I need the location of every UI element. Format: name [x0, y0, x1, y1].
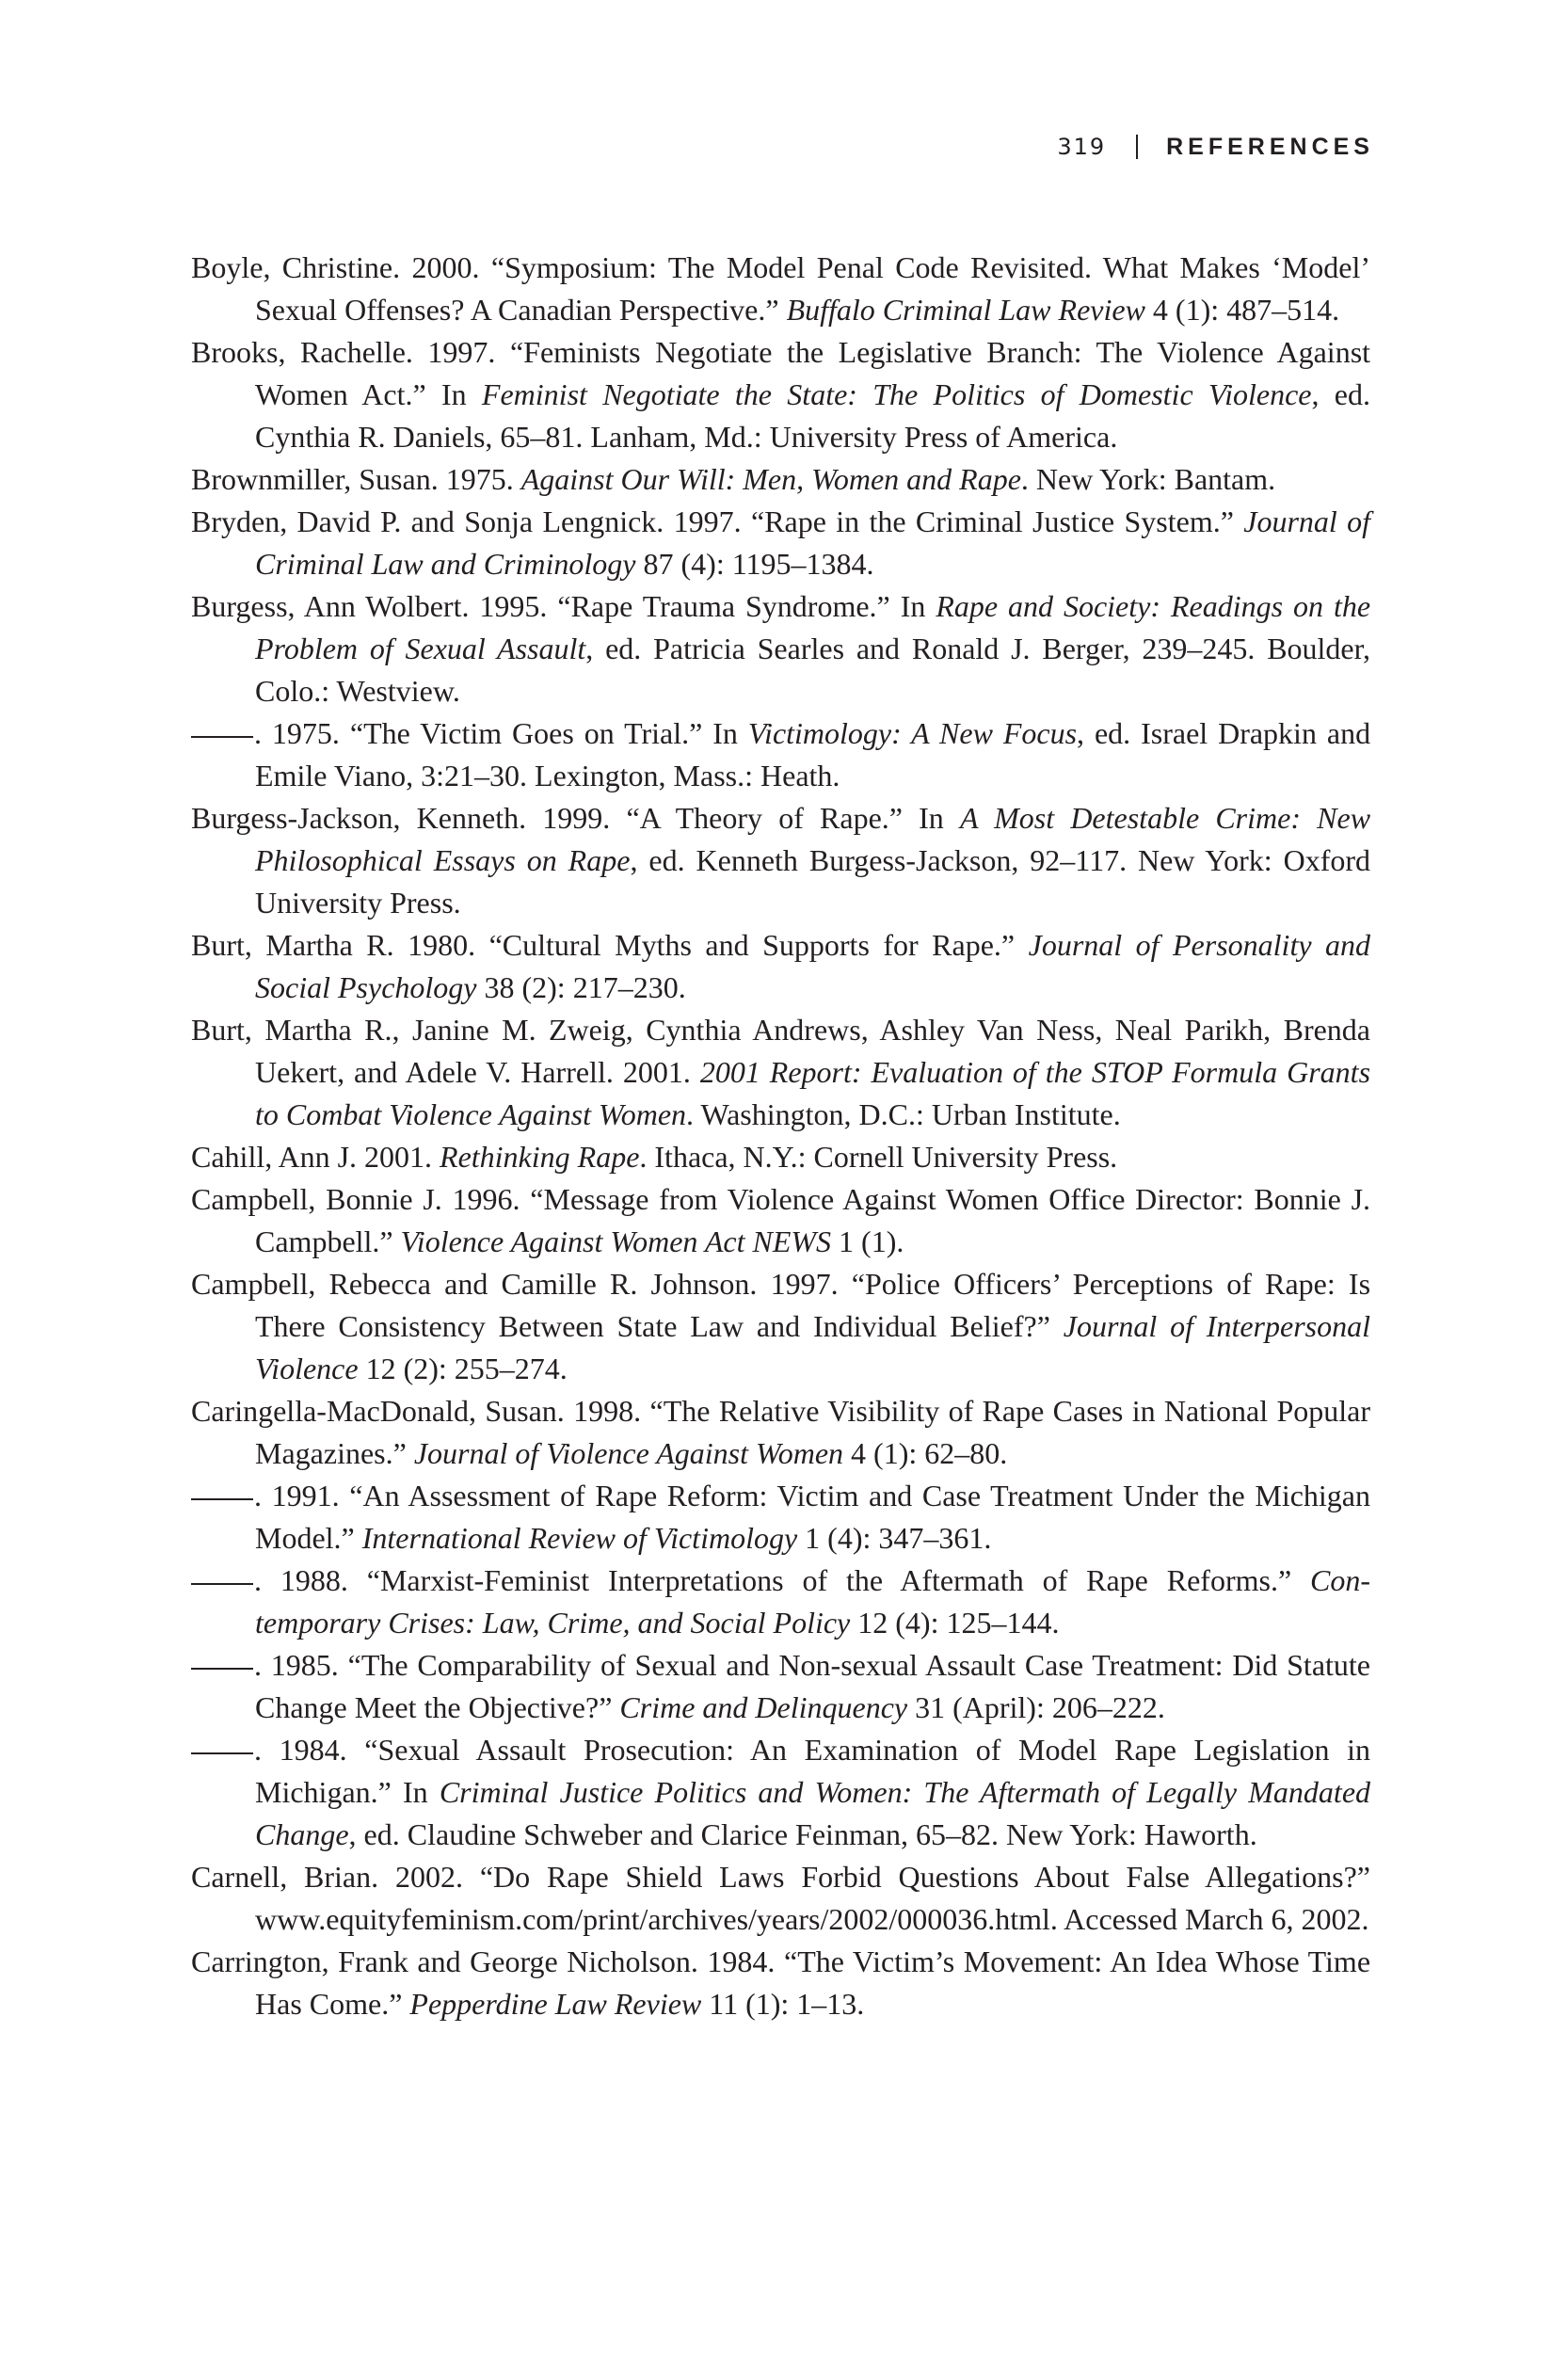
- reference-entry: [191, 458, 1370, 501]
- reference-entry: [191, 585, 1370, 712]
- reference-year: 1975.: [445, 462, 514, 496]
- reference-year: 1997.: [770, 1267, 839, 1301]
- reference-year: . 1985.: [254, 1648, 339, 1682]
- reference-article-title: “The Victim Goes on Trial.” In: [349, 716, 738, 750]
- reference-article-title: “Police Officers’ Perceptions of Rape: Is There Consistency Between State Law and Individual Belief?”: [255, 1267, 1371, 1343]
- reference-author: Brownmiller, Susan.: [191, 462, 439, 496]
- reference-entry: [191, 924, 1370, 1009]
- same-author-dash: [191, 1752, 253, 1754]
- reference-article-title: “Symposium: The Model Penal Code Revisited. What Makes ‘Model’ Sexual Offenses? A Canadian Perspective.”: [255, 250, 1371, 327]
- reference-entry: [191, 1263, 1370, 1390]
- reference-details: 31 (April): 206–222.: [915, 1690, 1165, 1724]
- reference-article-title: “Marxist-Feminist Interpretations of the Aftermath of Rape Reforms.”: [366, 1563, 1292, 1597]
- reference-details: , ed. Israel Drapkin and Emile Viano, 3:21–30. Lexington, Mass.: Heath.: [255, 716, 1371, 792]
- reference-year: . 1984.: [254, 1733, 347, 1767]
- reference-article-title: “Rape in the Criminal Justice System.”: [750, 504, 1234, 538]
- reference-author: Campbell, Bonnie J.: [191, 1182, 442, 1216]
- reference-article-title: “The Comparability of Sexual and Non-sexual Assault Case Treatment: Did Statute Change Meet the Objective?”: [255, 1648, 1371, 1724]
- reference-details: . Ithaca, N.Y.: Cornell University Press.: [639, 1140, 1118, 1174]
- reference-year: 1997.: [673, 504, 742, 538]
- reference-publication-title: Feminist Negotiate the State: The Politics of Domestic Violence: [481, 377, 1312, 411]
- reference-publication-title: Victimology: A New Focus: [747, 716, 1078, 750]
- reference-article-title: “Do Rape Shield Laws Forbid Questions About False Allegations?” www.equityfeminism.com/print/archives/years/2002/000036.html. Accessed March 6, 2002.: [255, 1860, 1371, 1936]
- reference-details: , ed. Kenneth Burgess-Jackson, 92–117. New York: Oxford University Press.: [255, 843, 1371, 920]
- reference-entry: [191, 1856, 1370, 1941]
- reference-details: . New York: Bantam.: [1020, 462, 1276, 496]
- reference-publication-title: Rape and Society: Readings on the Problem of Sexual Assault: [255, 589, 1371, 665]
- reference-list: [191, 247, 1370, 2025]
- reference-article-title: “Cultural Myths and Supports for Rape.”: [488, 928, 1016, 962]
- reference-author: Carnell, Brian.: [191, 1860, 379, 1894]
- reference-publication-title: Against Our Will: Men, Women and Rape: [520, 462, 1021, 496]
- reference-year: 2001.: [622, 1055, 691, 1089]
- reference-year: 2001.: [364, 1140, 433, 1174]
- section-title: REFERENCES: [1166, 134, 1374, 160]
- reference-article-title: “An Assessment of Rape Reform: Victim and Case Treatment Under the Michigan Model.”: [255, 1479, 1371, 1555]
- reference-publication-title: Buffalo Criminal Law Review: [786, 293, 1145, 327]
- reference-publication-title: Journal of Personality and Social Psychology: [255, 928, 1371, 1004]
- reference-year: 1984.: [707, 1944, 776, 1978]
- reference-year: . 1991.: [254, 1479, 340, 1512]
- reference-year: . 1988.: [254, 1563, 348, 1597]
- reference-details: , ed. Patricia Searles and Ronald J. Berger, 239–245. Boulder, Colo.: Westview.: [255, 632, 1370, 708]
- reference-publication-title: International Review of Victimology: [361, 1521, 798, 1555]
- same-author-dash: [191, 1498, 253, 1500]
- reference-details: . Washington, D.C.: Urban Institute.: [686, 1097, 1121, 1131]
- reference-article-title: “Message from Violence Against Women Office Director: Bonnie J. Campbell.”: [255, 1182, 1371, 1258]
- reference-details: , ed. Claudine Schweber and Clarice Feinman, 65–82. New York: Haworth.: [348, 1817, 1257, 1851]
- reference-year: 1996.: [452, 1182, 520, 1216]
- reference-year: 2000.: [411, 250, 480, 284]
- reference-entry: [191, 1560, 1370, 1644]
- reference-publication-title: Criminal Justice Politics and Women: The Aftermath of Legally Mandated Change: [255, 1775, 1371, 1851]
- reference-details: 12 (2): 255–274.: [365, 1352, 568, 1385]
- running-head: [1057, 132, 1374, 162]
- reference-year: 1999.: [542, 801, 611, 835]
- reference-publication-title: Pepperdine Law Review: [409, 1987, 702, 2021]
- reference-entry: [191, 1644, 1370, 1729]
- reference-publication-title: Crime and Delinquency: [619, 1690, 908, 1724]
- reference-details: , ed. Cynthia R. Daniels, 65–81. Lanham, Md.: University Press of America.: [255, 377, 1371, 454]
- reference-author: Bryden, David P. and Sonja Lengnick.: [191, 504, 664, 538]
- same-author-dash: [191, 736, 253, 738]
- reference-publication-title: Journal of Interpersonal Violence: [255, 1309, 1371, 1385]
- reference-details: 12 (4): 125–144.: [857, 1606, 1060, 1640]
- reference-publication-title: Rethinking Rape: [440, 1140, 640, 1174]
- reference-entry: [191, 1941, 1370, 2025]
- reference-year: . 1975.: [254, 716, 340, 750]
- reference-article-title: “Rape Trauma Syndrome.” In: [557, 589, 926, 623]
- reference-author: Burt, Martha R., Janine M. Zweig, Cynthia Andrews, Ashley Van Ness, Neal Parikh, Brenda Uekert, and Adele V. Harrell.: [191, 1013, 1370, 1089]
- reference-entry: [191, 501, 1370, 585]
- reference-year: 1998.: [573, 1394, 642, 1428]
- reference-entry: [191, 1009, 1370, 1136]
- reference-publication-title: Contemporary Crises: Law, Crime, and Social Policy: [255, 1563, 1371, 1640]
- reference-author: Burt, Martha R.: [191, 928, 394, 962]
- reference-entry: [191, 712, 1370, 797]
- reference-publication-title: 2001 Report: Evaluation of the STOP Formula Grants to Combat Violence Against Women: [255, 1055, 1371, 1131]
- reference-entry: [191, 1729, 1370, 1856]
- reference-article-title: “The Victim’s Movement: An Idea Whose Time Has Come.”: [255, 1944, 1371, 2021]
- reference-author: Burgess, Ann Wolbert.: [191, 589, 470, 623]
- reference-details: 1 (4): 347–361.: [805, 1521, 992, 1555]
- reference-author: Carrington, Frank and George Nicholson.: [191, 1944, 698, 1978]
- reference-details: 38 (2): 217–230.: [484, 970, 686, 1004]
- reference-year: 1980.: [408, 928, 476, 962]
- reference-details: 1 (1).: [839, 1224, 904, 1258]
- reference-publication-title: Journal of Violence Against Women: [413, 1436, 844, 1470]
- reference-author: Caringella-MacDonald, Susan.: [191, 1394, 565, 1428]
- reference-entry: [191, 1178, 1370, 1263]
- reference-publication-title: Violence Against Women Act NEWS: [400, 1224, 832, 1258]
- reference-author: Burgess-Jackson, Kenneth.: [191, 801, 527, 835]
- reference-details: 11 (1): 1–13.: [709, 1987, 865, 2021]
- reference-year: 2002.: [394, 1860, 463, 1894]
- reference-author: Boyle, Christine.: [191, 250, 401, 284]
- reference-publication-title: Journal of Criminal Law and Criminology: [255, 504, 1371, 581]
- reference-entry: [191, 1136, 1370, 1178]
- reference-entry: [191, 1390, 1370, 1475]
- reference-details: 4 (1): 487–514.: [1152, 293, 1340, 327]
- reference-entry: [191, 1475, 1370, 1560]
- reference-author: Cahill, Ann J.: [191, 1140, 358, 1174]
- reference-article-title: “Feminists Negotiate the Legislative Branch: The Violence Against Women Act.” In: [255, 335, 1371, 411]
- reference-article-title: “The Relative Visibility of Rape Cases in National Popular Magazines.”: [255, 1394, 1371, 1470]
- same-author-dash: [191, 1583, 253, 1585]
- reference-entry: [191, 247, 1370, 331]
- same-author-dash: [191, 1668, 253, 1670]
- reference-entry: [191, 331, 1370, 458]
- reference-author: Campbell, Rebecca and Camille R. Johnson.: [191, 1267, 758, 1301]
- reference-year: 1997.: [427, 335, 496, 369]
- reference-publication-title: A Most Detestable Crime: New Philosophical Essays on Rape: [255, 801, 1371, 877]
- reference-author: Brooks, Rachelle.: [191, 335, 413, 369]
- header-separator: [1136, 135, 1138, 159]
- reference-year: 1995.: [479, 589, 548, 623]
- reference-entry: [191, 797, 1370, 924]
- reference-article-title: “Sexual Assault Prosecution: An Examination of Model Rape Legislation in Michigan.” In: [255, 1733, 1371, 1809]
- page-number: 319: [1057, 134, 1107, 160]
- reference-details: 4 (1): 62–80.: [851, 1436, 1008, 1470]
- reference-details: 87 (4): 1195–1384.: [643, 547, 874, 581]
- reference-article-title: “A Theory of Rape.” In: [626, 801, 944, 835]
